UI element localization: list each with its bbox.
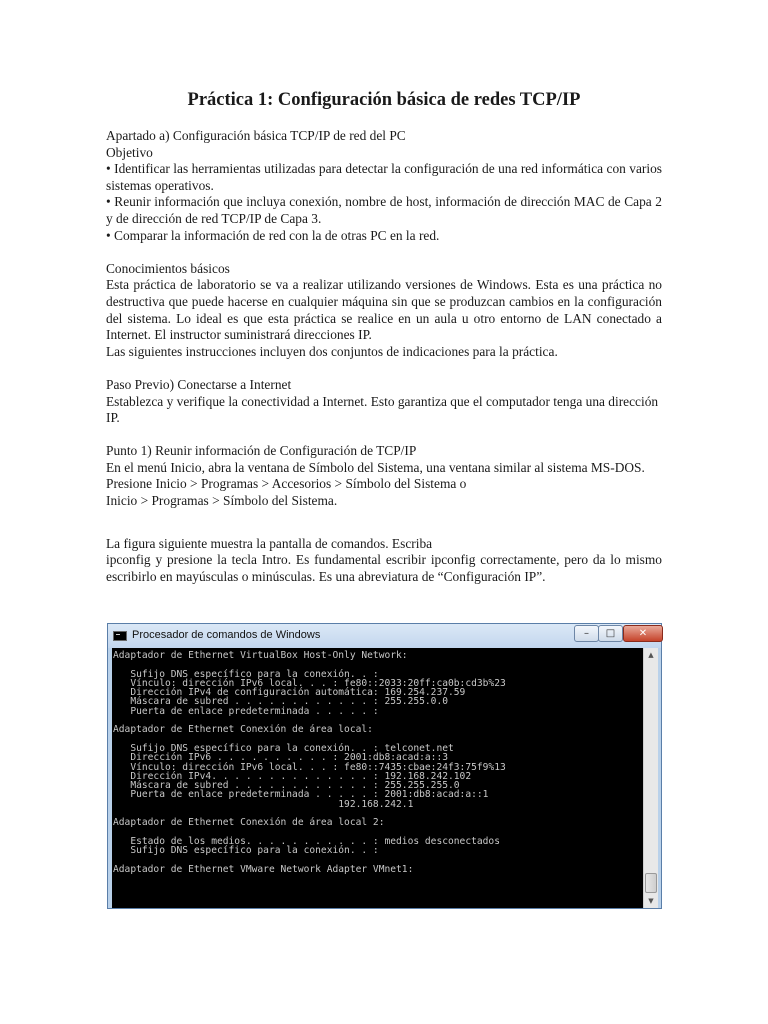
objective-heading: Objetivo (106, 144, 153, 160)
figure-intro: La figura siguiente muestra la pantalla de comandos. Escriba (106, 535, 433, 551)
scroll-thumb[interactable] (645, 873, 657, 893)
console-area[interactable] (112, 648, 643, 908)
scroll-down-arrow-icon[interactable]: ▼ (648, 897, 654, 905)
section-heading-apartado: Apartado a) Configuración básica TCP/IP de red del PC (106, 128, 406, 143)
punto-1-path-1: Presione Inicio > Programas > Accesorios > Símbolo del Sistema o (106, 476, 467, 492)
minimize-button[interactable]: – (574, 625, 599, 642)
punto-1-heading: Punto 1) Reunir información de Configuración de TCP/IP (106, 443, 417, 459)
window-title: Procesador de comandos de Windows (132, 629, 321, 641)
objective-bullet-2: • Reunir información que incluya conexión, nombre de host, información de dirección MAC de Capa 2 y de dirección de red TCP/IP de Capa 3. (106, 194, 662, 226)
punto-1-paragraph: En el menú Inicio, abra la ventana de Símbolo del Sistema, una ventana similar al sistema MS-DOS. (106, 459, 645, 475)
scroll-up-arrow-icon[interactable]: ▲ (648, 651, 654, 659)
maximize-button[interactable]: □ (598, 625, 623, 642)
ipconfig-paragraph: ipconfig y presione la tecla Intro. Es fundamental escribir ipconfig correctamente, pero da lo mismo escribirlo en mayúsculas o minúsculas. Es una abreviatura de “Configuración IP”. (106, 552, 662, 584)
vertical-scrollbar[interactable] (643, 648, 658, 908)
background-paragraph: Esta práctica de laboratorio se va a realizar utilizando versiones de Windows. Esta es una práctica no destructiva que puede hacerse en cualquier máquina sin que se produzcan cambios en la configuración del sistema. Lo ideal es que esta práctica se realice en un aula u otro entorno de LAN conectado a Internet. El instructor suministrará direcciones IP. (106, 277, 662, 343)
background-heading: Conocimientos básicos (106, 260, 230, 276)
document-body (106, 128, 662, 585)
spacer (106, 510, 662, 536)
step-previo-heading: Paso Previo) Conectarse a Internet (106, 376, 292, 392)
punto-1-path-2: Inicio > Programas > Símbolo del Sistema. (106, 493, 338, 509)
close-button[interactable]: ✕ (623, 625, 663, 642)
console-output: Adaptador de Ethernet VirtualBox Host-Only Network: Sufijo DNS específico para la conexión. . : Vínculo: dirección IPv6 local. . . : fe80::2033:20ff:ca0b:cd3b%23 Dirección IPv4 de configuración automática: 169.254.237.59 Máscara de subred . . . . . . . . . . . . : 255.255.0.0 Puerta de enlace predeterminada . . . . . : Adaptador de Ethernet Conexión de área local: Sufijo DNS específico para la conexión. . : telconet.net Dirección IPv6 . . . . . . . . . . : 2001:db8:acad:a::3 Vínculo: dirección IPv6 local. . . : fe80::7435:cbae:24f3:75f9%13 Dirección IPv4. . . . . . . . . . . . . . : 192.168.242.102 Máscara de subred . . . . . . . . . . . . : 255.255.255.0 Puerta de enlace predeterminada . . . . . : 2001:db8:acad:a::1 192.168.242.1 Adaptador de Ethernet Conexión de área local 2: Estado de los medios. . . . . . . . . . . : medios desconectados Sufijo DNS específico para la conexión. . : Adaptador de Ethernet VMware Network Adapter VMnet1: (113, 650, 506, 875)
instructions-paragraph: Las siguientes instrucciones incluyen dos conjuntos de indicaciones para la práctica. (106, 343, 558, 359)
command-prompt-window (107, 623, 662, 909)
spacer (106, 427, 662, 444)
spacer (106, 360, 662, 377)
objective-bullet-1: • Identificar las herramientas utilizadas para detectar la configuración de una red informática con varios sistemas operativos. (106, 161, 662, 193)
spacer (106, 244, 662, 261)
step-previo-paragraph: Establezca y verifique la conectividad a Internet. Esto garantiza que el computador tenga una dirección IP. (106, 393, 659, 426)
cmd-app-icon (113, 631, 127, 641)
document-title: Práctica 1: Configuración básica de redes TCP/IP (187, 90, 581, 110)
objective-bullet-3: • Comparar la información de red con la de otras PC en la red. (106, 227, 440, 243)
window-titlebar[interactable] (108, 624, 661, 648)
